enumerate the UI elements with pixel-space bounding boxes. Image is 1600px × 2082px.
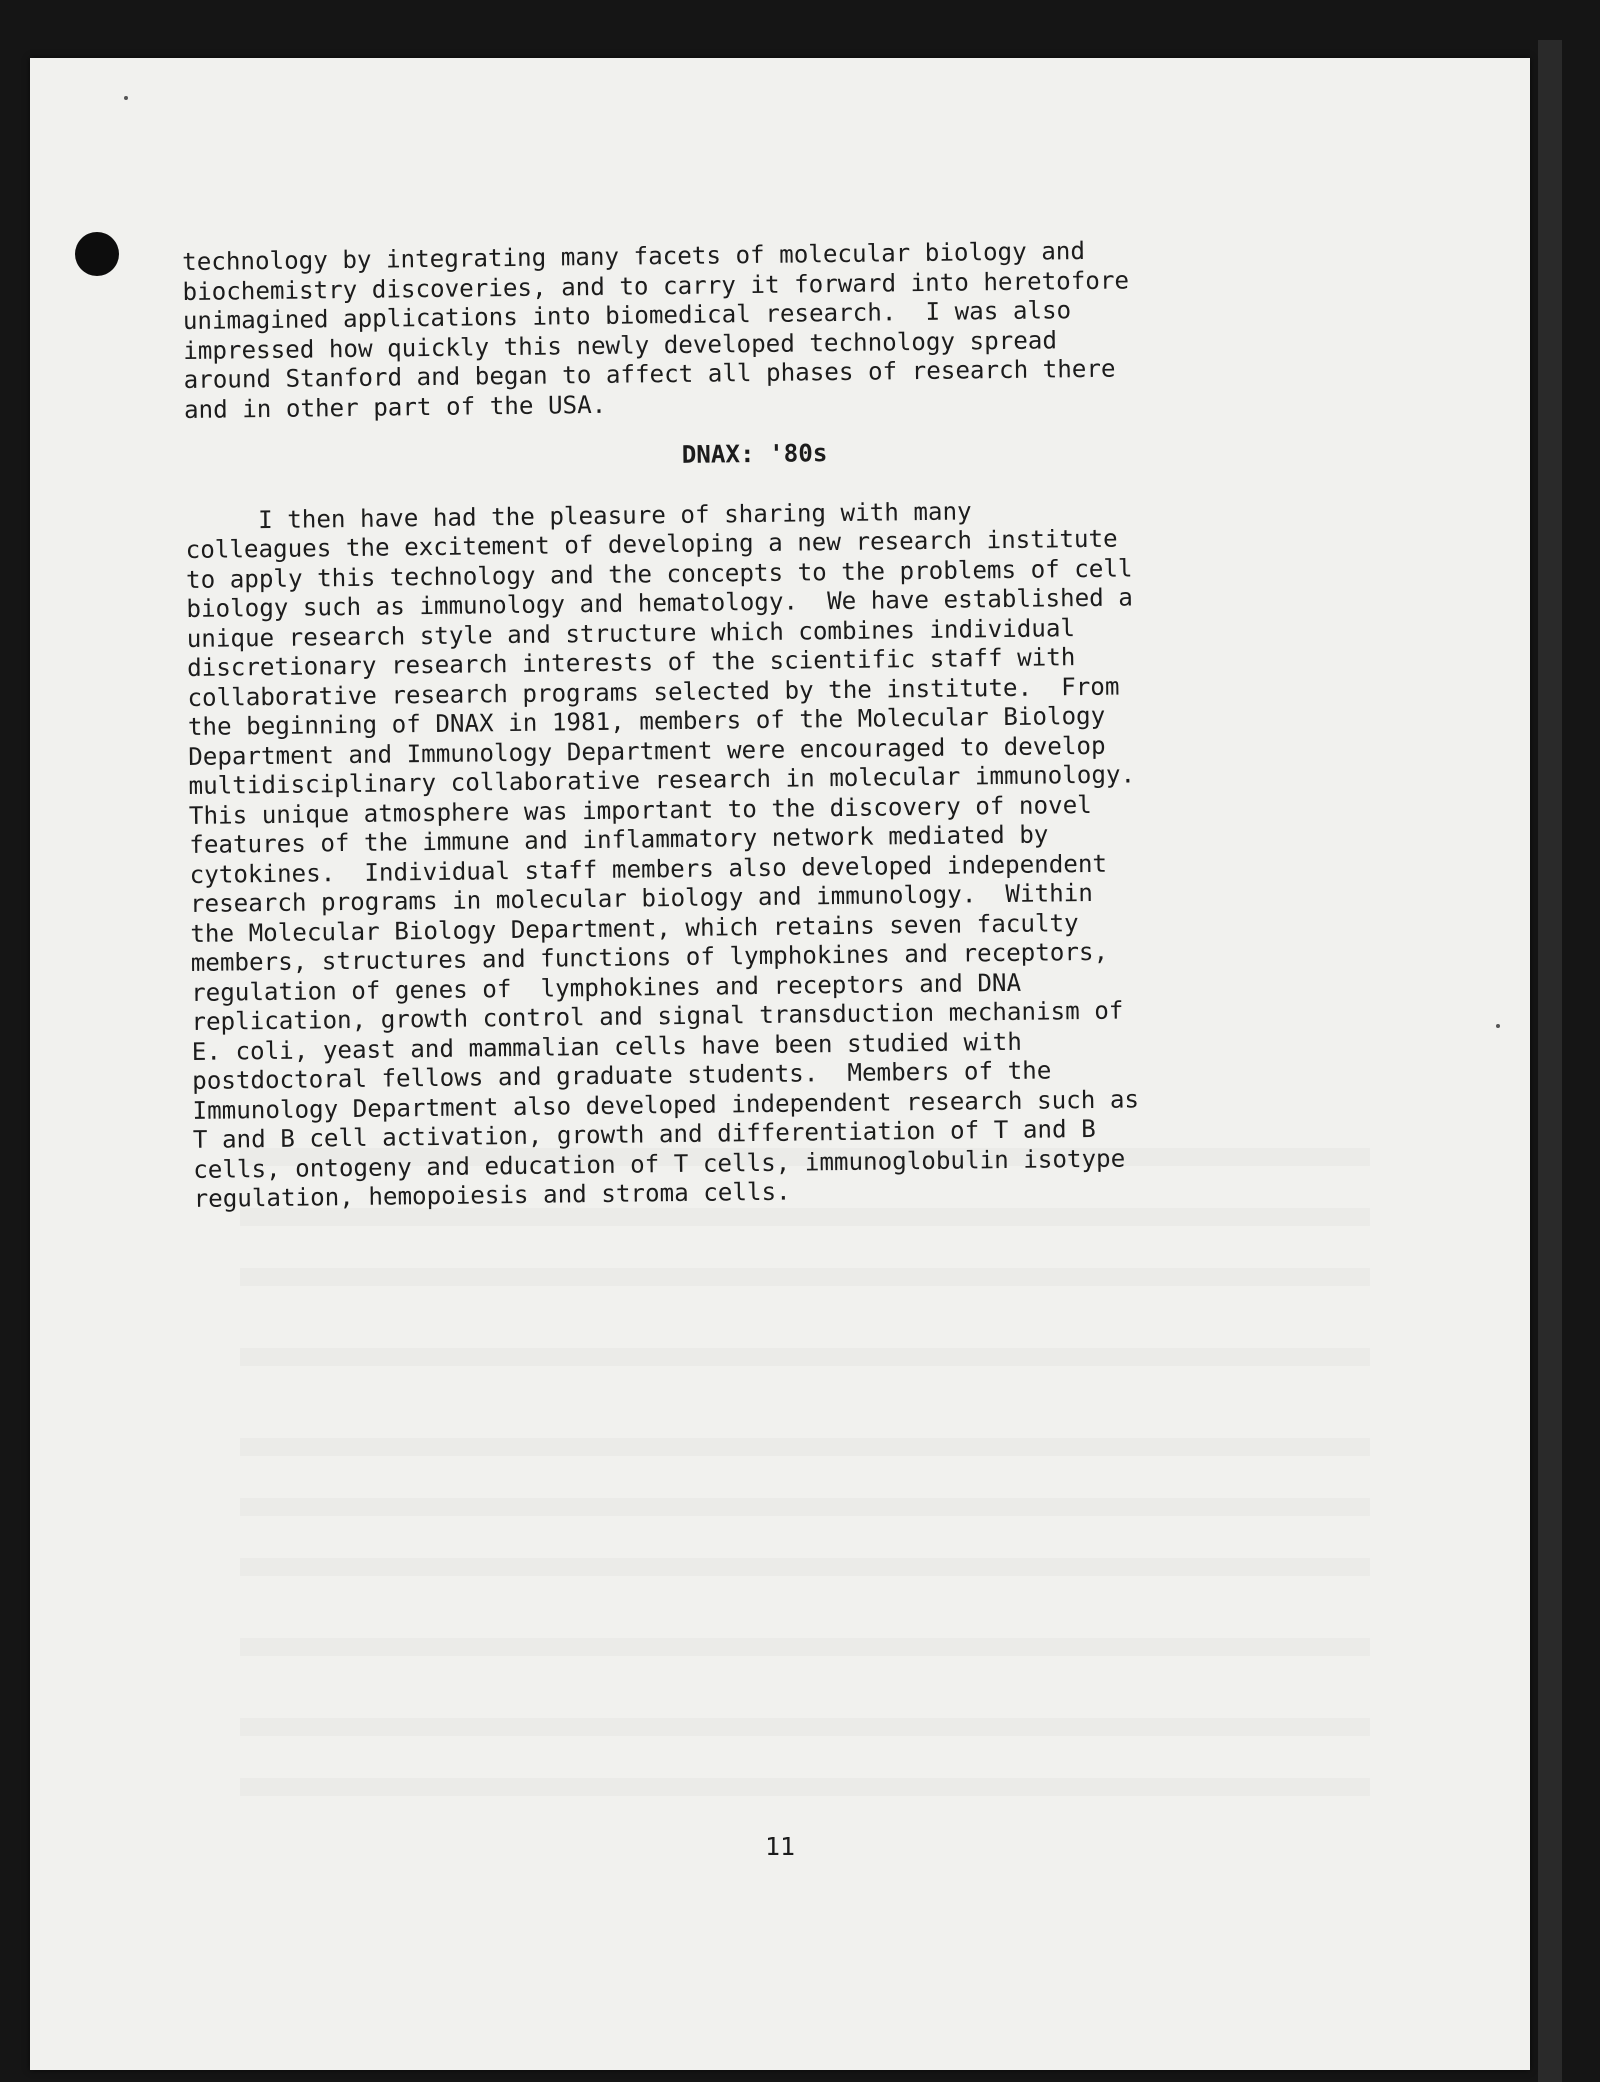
text-line: the beginning of DNAX in 1981, members of the Molecular Biology: [187, 701, 1106, 741]
text-line: the Molecular Biology Department, which retains seven faculty: [190, 908, 1079, 948]
text-line: discretionary research interests of the scientific staff with: [186, 643, 1076, 682]
paragraph-dnax: [185, 492, 1374, 1214]
text-line: biology such as immunology and hematology. We have established a: [186, 583, 1134, 623]
bleed-through: [240, 1718, 1370, 1736]
text-line: Immunology Department also developed independent research such as: [192, 1084, 1140, 1125]
text-line: regulation, hemopoiesis and stroma cells.: [193, 1177, 791, 1213]
text-line: to apply this technology and the concepts to the problems of cell: [185, 553, 1133, 594]
text-line: replication, growth control and signal transduction mechanism of: [191, 996, 1124, 1036]
speck: [1496, 1024, 1500, 1028]
bleed-through: [240, 1778, 1370, 1796]
text-line: colleagues the excitement of developing a new research institute: [185, 524, 1118, 564]
text-line: biochemistry discoveries, and to carry it forward into heretofore: [182, 265, 1130, 306]
text-line: postdoctoral fellows and graduate students. Members of the: [192, 1056, 1052, 1095]
text-line: members, structures and functions of lymphokines and receptors,: [190, 937, 1109, 977]
text-line: cytokines. Individual staff members also developed independent: [189, 849, 1108, 889]
bleed-through: [240, 1348, 1370, 1366]
page-number: 11: [764, 1832, 796, 1861]
text-line: cells, ontogeny and education of T cells, immunoglobulin isotype: [193, 1144, 1126, 1184]
bleed-through: [240, 1268, 1370, 1286]
text-line: unique research style and structure which combines individual: [186, 613, 1076, 653]
bleed-through: [240, 1498, 1370, 1516]
section-heading: DNAX: '80s: [681, 439, 828, 469]
text-line: impressed how quickly this newly developed technology spread: [183, 325, 1058, 365]
text-line: features of the immune and inflammatory network mediated by: [189, 820, 1049, 859]
text-line: research programs in molecular biology and immunology. Within: [189, 878, 1093, 918]
punch-hole: [75, 232, 119, 276]
text-line: Department and Immunology Department were encouraged to develop: [188, 731, 1106, 771]
text-line: T and B cell activation, growth and differentiation of T and B: [192, 1114, 1096, 1154]
bleed-through: [240, 1638, 1370, 1656]
text-line: unimagined applications into biomedical research. I was also: [182, 296, 1072, 335]
text-line: collaborative research programs selected by the institute. From: [187, 672, 1120, 712]
document-body: [182, 234, 1374, 1215]
text-line: I then have had the pleasure of sharing with many: [185, 496, 972, 535]
bleed-through: [240, 1558, 1370, 1576]
bleed-through: [240, 1438, 1370, 1456]
paragraph-intro: [182, 234, 1364, 425]
text-line: technology by integrating many facets of molecular biology and: [182, 236, 1086, 276]
text-line: and in other part of the USA.: [183, 390, 607, 424]
binder-edge: [1538, 40, 1562, 2082]
text-line: multidisciplinary collaborative research in molecular immunology.: [188, 760, 1136, 800]
speck: [124, 96, 128, 100]
text-line: around Stanford and began to affect all phases of research there: [183, 354, 1116, 394]
text-line: E. coli, yeast and mammalian cells have been studied with: [191, 1027, 1022, 1066]
text-line: regulation of genes of lymphokines and receptors and DNA: [190, 968, 1022, 1007]
text-line: This unique atmosphere was important to the discovery of novel: [188, 790, 1092, 830]
